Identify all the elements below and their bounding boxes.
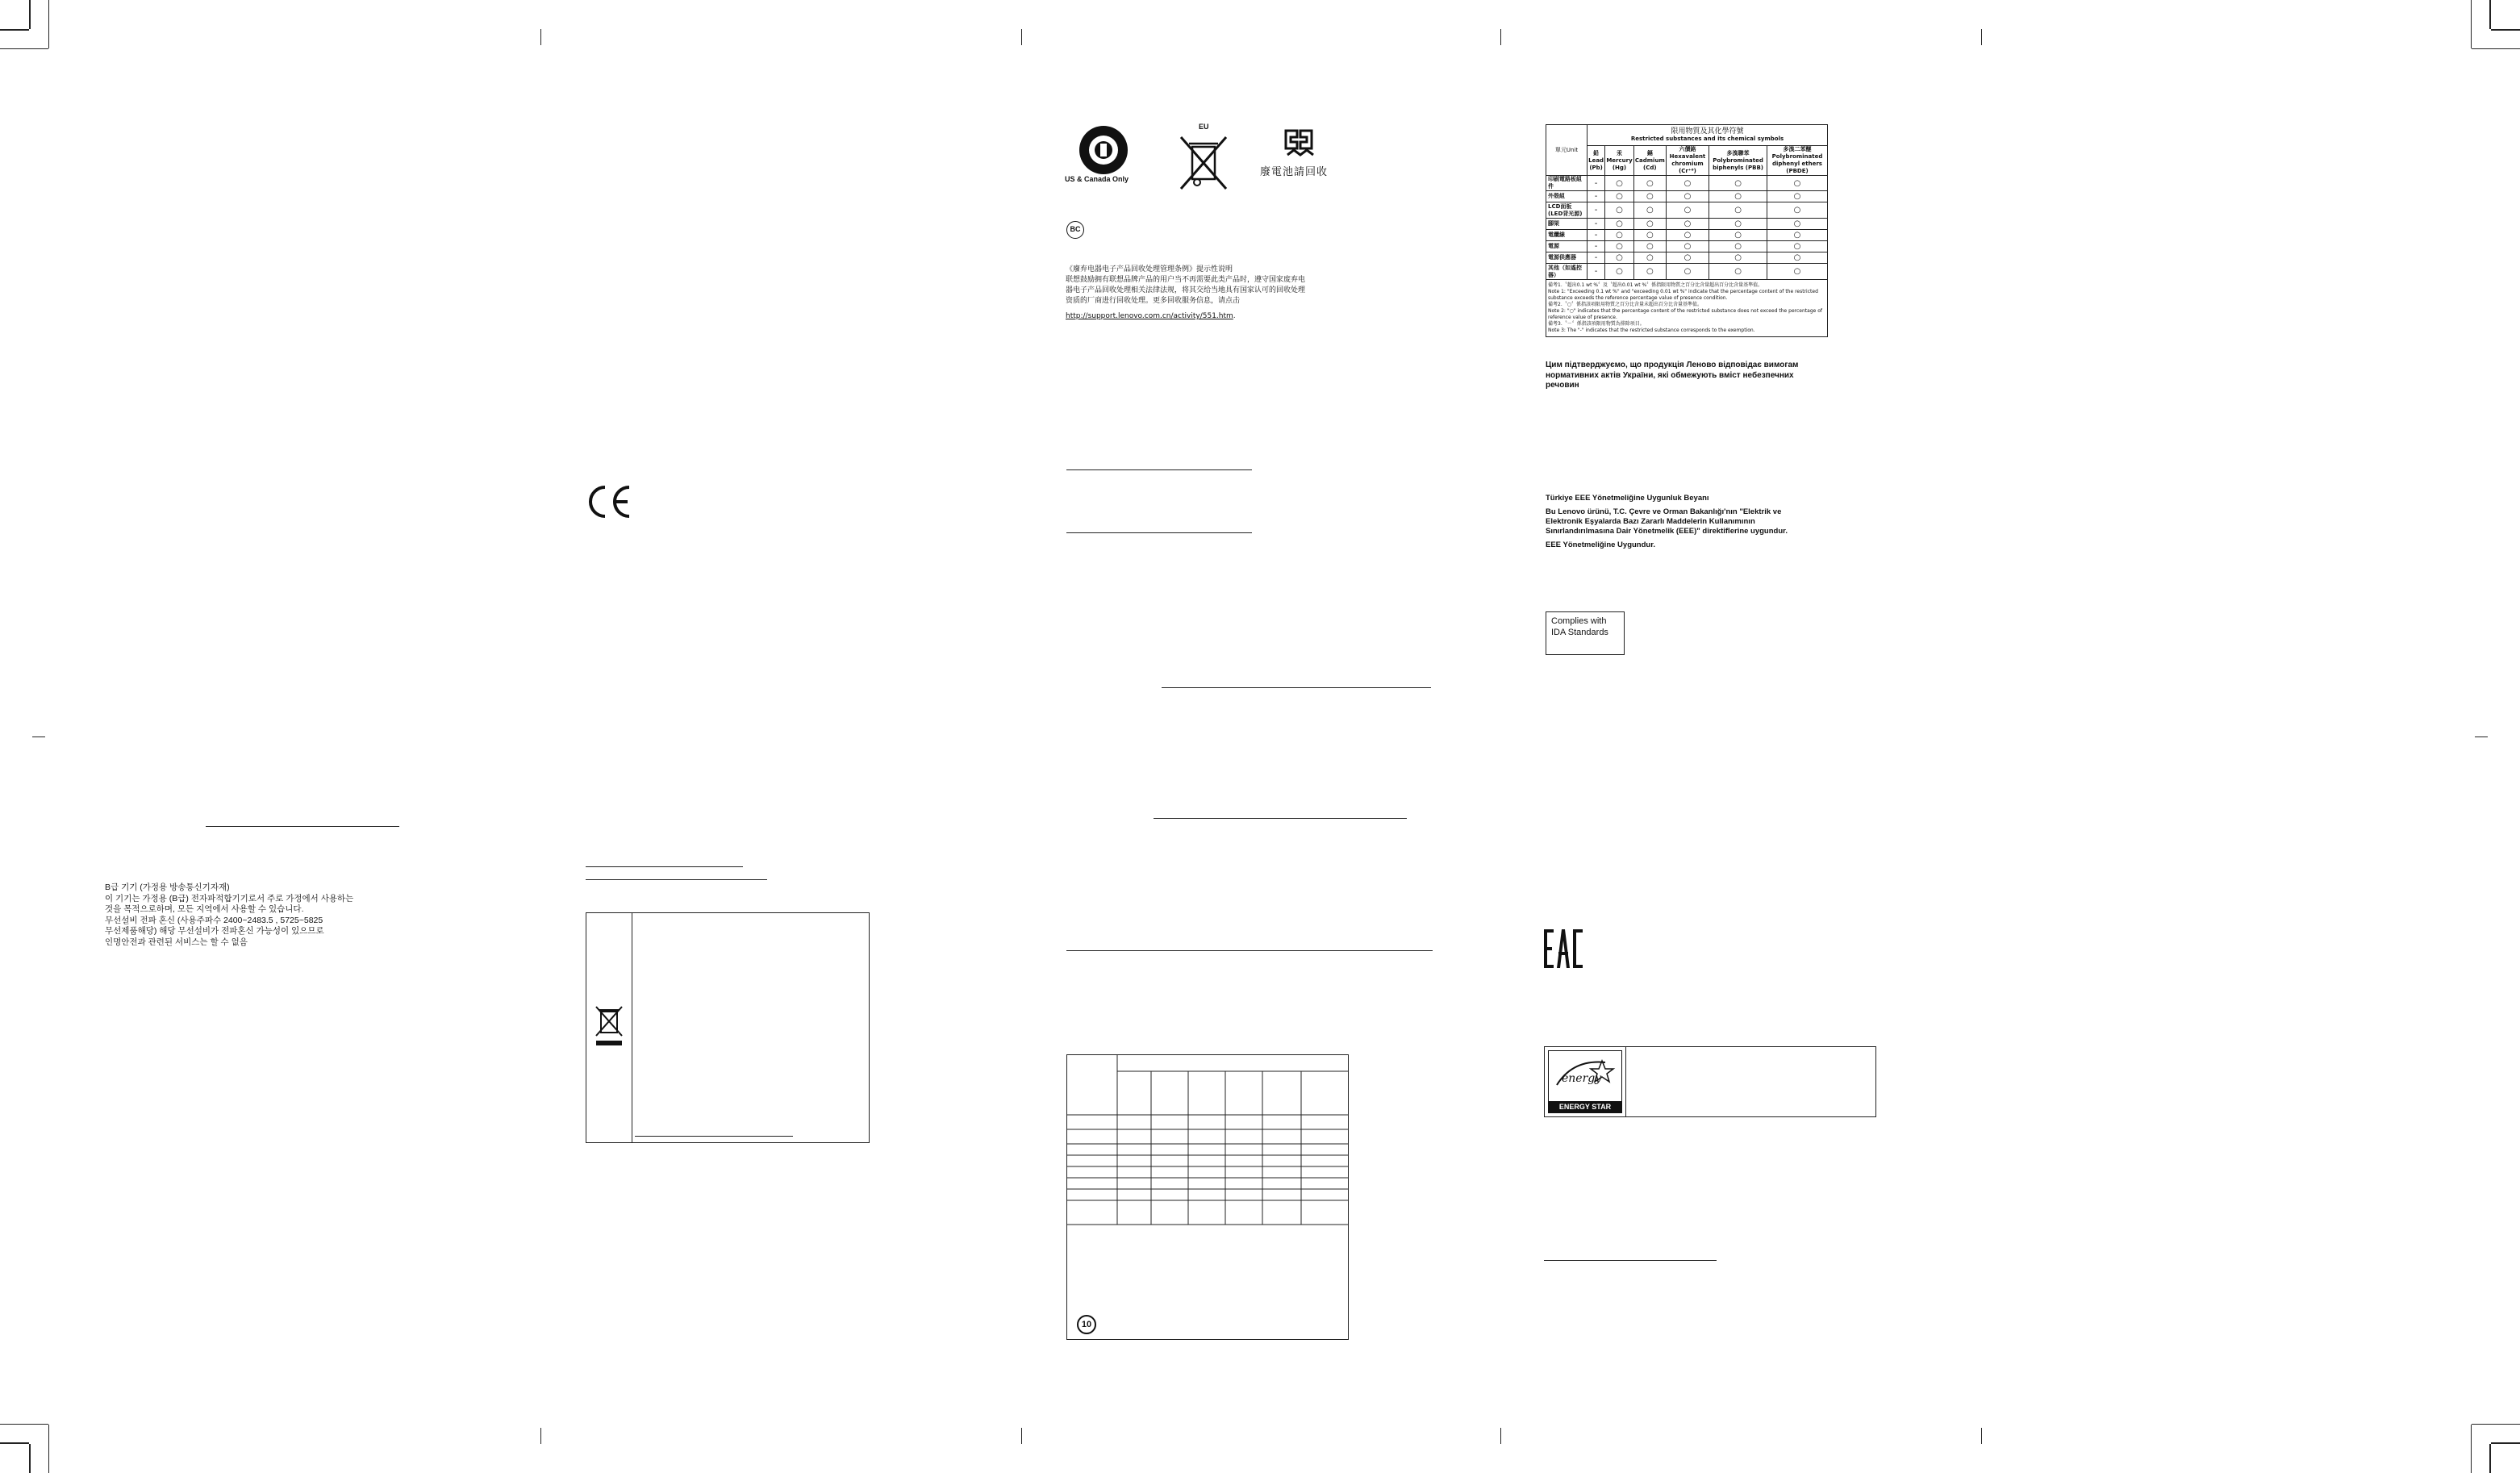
ukraine-statement [1546,361,1812,391]
table-cell: ○ [1633,230,1666,241]
row-label: 電纜線 [1546,230,1588,241]
eu-label: EU [1199,123,1209,131]
table-cell: ○ [1605,219,1634,230]
row-label: 腳架 [1546,219,1588,230]
row-label: LCD面板 (LED背光源) [1546,202,1588,219]
table-cell: ○ [1666,252,1709,264]
weee-notice-box [586,912,870,1143]
china-weee-line: 资质的厂商进行回收处理。更多回收服务信息，请点击 [1066,297,1241,305]
table-note: Note 3: The "-" indicates that the restricted substance corresponds to the exemption. [1548,328,1755,333]
row-label: 其他（如遙控器） [1546,264,1588,280]
turkey-line: EEE Yönetmeliğine Uygundur. [1546,540,1656,549]
table-cell: - [1588,264,1605,280]
separator-line [1162,687,1431,688]
row-label: 外殼組 [1546,191,1588,202]
link-suffix: . [1233,312,1236,320]
table-row [1546,241,1828,252]
table-row [1546,176,1828,191]
china-rohs-table [1066,1054,1349,1340]
recycling-link[interactable]: http://support.lenovo.com.cn/activity/551.htm [1066,312,1233,320]
unit-header: 單元Unit [1546,125,1588,176]
korea-statement [105,883,395,948]
battery-recycle-label: 廢電池請回收 [1260,166,1329,178]
table-cell: ○ [1633,176,1666,191]
eac-mark [1544,929,1583,974]
table-cell: - [1588,202,1605,219]
turkey-title: Türkiye EEE Yönetmeliğine Uygunluk Beyanı [1546,494,1709,503]
crossed-bin-icon [593,1004,625,1053]
row-label: 電源 [1546,241,1588,252]
ukraine-line: нормативних актів України, які обмежують вміст небезпечних [1546,370,1794,380]
table-cell: ○ [1633,264,1666,280]
table-cell: ○ [1709,241,1767,252]
table-cell: ○ [1605,264,1634,280]
separator-line [586,879,767,880]
table-cell: ○ [1709,202,1767,219]
efup-10-icon [1077,1315,1096,1334]
table-cell: ○ [1666,176,1709,191]
table-row [1546,191,1828,202]
table-cell: ○ [1666,219,1709,230]
table-cell: ○ [1633,191,1666,202]
table-note: 備考1.〝超出0.1 wt %〞及〝超出0.01 wt %〞係指限用物質之百分比含量超出百分比含量基準值。 [1548,282,1763,288]
ukraine-line: Цим підтверджуємо, що продукція Леново відповідає вимогам [1546,361,1799,369]
energy-star-box [1544,1046,1876,1117]
table-note: 備考2.〝○〞係指該項限用物質之百分比含量未超出百分比含量基準值。 [1548,302,1702,307]
china-weee-line: 器电子产品回收处理相关法律法规，将其交给当地具有国家认可的回收处理 [1066,286,1306,294]
table-cell: ○ [1767,230,1828,241]
column-header: 鎘Cadmium (Cd) [1633,146,1666,176]
table-cell: ○ [1709,191,1767,202]
efup-number: 10 [1081,1320,1092,1329]
korea-line: 무선제품해당) 해당 무선설비가 전파혼신 가능성이 있으므로 [105,926,324,936]
table-cell: ○ [1767,219,1828,230]
table-cell: - [1588,252,1605,264]
table-cell: ○ [1666,264,1709,280]
table-cell: ○ [1767,252,1828,264]
china-weee-line: 联想鼓励拥有联想品牌产品的用户当不再需要此类产品时，遵守国家废弃电 [1066,276,1306,284]
turkey-line: Elektronik Eşyalarda Bazı Zararlı Maddelerin Kullanımının [1546,517,1755,526]
table-cell: ○ [1605,176,1634,191]
table-cell: - [1588,191,1605,202]
column-header: 汞Mercury (Hg) [1605,146,1634,176]
table-cell: ○ [1709,252,1767,264]
separator-line [1066,469,1252,470]
table-cell: ○ [1633,202,1666,219]
table-row [1546,230,1828,241]
table-cell: ○ [1666,191,1709,202]
table-cell: - [1588,219,1605,230]
separator-line [1544,1260,1717,1261]
bc-mark-text: BC [1070,225,1081,233]
column-header: 多溴聯苯 Polybrominated biphenyls (PBB) [1709,146,1767,176]
table-cell: ○ [1605,230,1634,241]
table-notes [1546,280,1828,337]
column-header: 鉛Lead (Pb) [1588,146,1605,176]
table-cell: ○ [1633,219,1666,230]
korea-line: 이 기기는 가정용 (B급) 전자파적합기기로서 주로 가정에서 사용하는 [105,893,354,903]
row-label: 電源供應器 [1546,252,1588,264]
us-canada-label: US & Canada Only [1065,175,1129,183]
ida-line: IDA Standards [1551,628,1608,637]
bc-mark [1066,221,1084,239]
table-cell: ○ [1605,252,1634,264]
separator-line [1066,950,1433,951]
ce-mark [582,482,634,525]
energy-star-logo [1548,1050,1622,1113]
korea-line: B급 기기 (가정용 방송통신기자재) [105,883,230,892]
china-weee-notice [1066,265,1344,322]
table-note: Note 2: "○" indicates that the percentage content of the restricted substance does not exceed the percentage of reference value of presence. [1548,308,1823,320]
table-row [1546,252,1828,264]
table-title-en: Restricted substances and its chemical symbols [1630,135,1784,142]
ida-line: Complies with [1551,616,1607,626]
call2recycle-icon [1078,124,1129,180]
table-cell: ○ [1767,191,1828,202]
korea-line: 인명안전과 관련된 서비스는 할 수 없음 [105,937,248,947]
table-cell: ○ [1709,176,1767,191]
turkey-line: Sınırlandırılmasına Dair Yönetmelik (EEE)" direktiflerine uygundur. [1546,527,1788,536]
table-cell: ○ [1666,241,1709,252]
table-note: Note 1: "Exceeding 0.1 wt %" and "exceeding 0.01 wt %" indicate that the percentage content of the restricted substance exceeds the reference percentage value of presence condition. [1548,289,1818,301]
table-cell: ○ [1709,219,1767,230]
table-title-cn: 限用物質及其化學符號 [1671,127,1744,136]
ukraine-line: речовин [1546,381,1579,390]
energy-star-label: ENERGY STAR [1549,1101,1621,1112]
taiwan-recycle-icon [1281,127,1316,165]
table-cell: ○ [1666,230,1709,241]
table-cell: ○ [1767,176,1828,191]
svg-text:energy: energy [1562,1072,1602,1085]
ida-compliance-box [1546,611,1625,655]
table-cell: ○ [1633,252,1666,264]
separator-line [586,866,743,867]
table-cell: ○ [1666,202,1709,219]
turkey-statement [1546,494,1812,550]
table-row [1546,219,1828,230]
turkey-line: Bu Lenovo ürünü, T.C. Çevre ve Orman Bakanlığı'nın "Elektrik ve [1546,507,1782,516]
korea-line: 것을 목적으로하며, 모든 지역에서 사용할 수 있습니다. [105,904,304,914]
eu-crossed-bin-icon [1176,132,1231,198]
column-header: 多溴二苯醚 Polybrominated diphenyl ethers (PBDE) [1767,146,1828,176]
separator-line [1066,532,1252,533]
table-cell: ○ [1605,191,1634,202]
table-cell: - [1588,176,1605,191]
separator-line [206,826,399,827]
china-weee-title: 《廢弃电器电子产品回收处理管理条例》提示性说明 [1066,265,1233,273]
table-cell: ○ [1633,241,1666,252]
table-title [1588,125,1828,146]
table-cell: ○ [1709,264,1767,280]
table-note: 備考3.〝－〞係指該項限用物質為排除項目。 [1548,321,1645,327]
column-header: 六價鉻 Hexavalent chromium (Cr⁺⁶) [1666,146,1709,176]
table-row [1546,202,1828,219]
row-label: 印刷電路板組件 [1546,176,1588,191]
separator-line [1154,818,1407,819]
table-row [1546,264,1828,280]
table-cell: ○ [1605,241,1634,252]
table-cell: ○ [1605,202,1634,219]
table-cell: ○ [1767,264,1828,280]
table-cell: - [1588,230,1605,241]
table-cell: - [1588,241,1605,252]
table-cell: ○ [1767,202,1828,219]
table-cell: ○ [1709,230,1767,241]
taiwan-rohs-table [1546,124,1828,337]
table-cell: ○ [1767,241,1828,252]
korea-line: 무선설비 전파 혼신 (사용주파수 2400~2483.5 , 5725~5825 [105,915,323,925]
